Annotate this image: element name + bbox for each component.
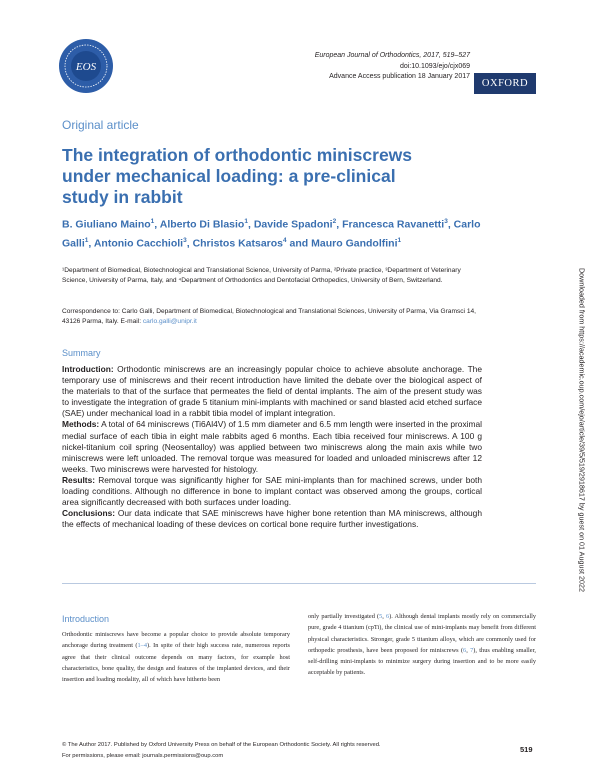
author-name: Davide Spadoni	[253, 218, 333, 231]
author-separator: ,	[336, 218, 343, 231]
author-separator: and	[286, 237, 312, 249]
journal-citation: European Journal of Orthodontics, 2017, 519–527	[314, 52, 470, 59]
summary-text: Removal torque was significantly higher for SAE mini-implants than for machined screws, under both loading conditions. Although no difference in bone to implant contact was observed among the groups, cortical area significantly decreased with both surfaces under loading.	[62, 474, 482, 508]
body-text: only partially investigated (	[308, 613, 380, 620]
citation-link[interactable]: 1–4	[137, 642, 147, 650]
author-name: B. Giuliano Maino	[62, 218, 151, 231]
body-text: ), thus enabling smaller, self-drilling mini-implants to minimize surgery during insertion and to be more easily acceptable by patients.	[308, 646, 537, 677]
correspondence-email[interactable]: carlo.galli@unipr.it	[142, 318, 197, 326]
article-type: Original article	[62, 118, 139, 132]
summary-heading: Summary	[62, 348, 101, 358]
summary-conclusions	[62, 508, 482, 530]
summary-label: Methods:	[62, 419, 100, 430]
logo-text: EOS	[75, 61, 97, 73]
citation-link[interactable]: 5	[379, 613, 383, 620]
author-list	[62, 214, 482, 251]
author-separator: ,	[154, 218, 160, 231]
author-affiliation-number: 1	[84, 236, 89, 244]
author-separator: ,	[186, 237, 193, 249]
author-name: Francesca Ravanetti	[342, 218, 445, 231]
summary-label: Introduction:	[62, 364, 114, 374]
body-text: Orthodontic miniscrews have become a popular choice to provide absolute temporary anchorage during treatment (	[62, 631, 290, 650]
author-affiliation-number: 1	[150, 218, 155, 225]
body-text: ). In spite of their high success rate, numerous reports agree that their clinical outcome depends on many factors, for example host characteristics, bone quality, the design and features of the implanted devices, and their insertion and loading modality, all of which have hitherto been	[62, 642, 291, 684]
author-name: Alberto Di Blasio	[159, 218, 245, 231]
introduction-column-1	[62, 629, 290, 685]
section-divider	[62, 583, 536, 584]
citation-link[interactable]: 7	[470, 646, 474, 654]
author-name: Mauro Gandolfini	[311, 237, 398, 249]
advance-access: Advance Access publication 18 January 2017	[329, 73, 470, 80]
author-affiliation-number: 3	[444, 218, 448, 225]
summary-methods	[62, 419, 482, 474]
footer	[62, 740, 482, 761]
download-text[interactable]: Downloaded from https://academic.oup.com/ejo/article/39/5/519/2918617 by guest on 01 August 2022	[577, 267, 587, 593]
introduction-heading: Introduction	[62, 614, 110, 624]
download-watermark	[574, 195, 590, 665]
summary-text: A total of 64 miniscrews (Ti6Al4V) of 1.5 mm diameter and 6.5 mm length were inserted in the proximal medial surface of each tibia in eight male rabbits aged 6 months. Each tibia received four miniscrews. A 100 g nickel-titanium coil spring (Neosentalloy) was applied between two miniscrews along the main axis while two miniscrews were left unloaded. The removal torque was measured for loaded and unloaded miniscrews after 12 weeks. Two miniscrews were harvested for histology.	[62, 419, 482, 474]
correspondence	[62, 307, 482, 328]
author-separator: ,	[247, 218, 254, 231]
author-affiliation-number: 1	[397, 236, 402, 244]
summary-label: Results:	[62, 474, 96, 485]
body-text: ,	[382, 613, 386, 620]
author-separator: ,	[447, 218, 454, 231]
doi[interactable]: doi:10.1093/ejo/cjx069	[399, 62, 470, 70]
author-name: Christos Katsaros	[192, 237, 284, 249]
oxford-logo: OXFORD	[474, 73, 536, 94]
summary-results	[62, 475, 482, 508]
summary-label: Conclusions:	[62, 508, 116, 519]
author-affiliation-number: 4	[283, 236, 287, 244]
journal-info	[315, 51, 470, 83]
author-affiliation-number: 2	[332, 218, 337, 225]
author-name: Antonio Cacchioli	[93, 237, 184, 249]
article-title: The integration of orthodontic miniscrews under mechanical loading: a pre-clinical study in rabbit	[62, 145, 413, 207]
affiliations: ¹Department of Biomedical, Biotechnological and Translational Science, University of Parma, ²Private practice, ³Department of Veterinary Science, University of Parma, Italy, and ⁴Department of Orthodontics and Dentofacial Orthopedics, University of Bern, Switzerland.	[62, 267, 461, 285]
copyright: © The Author 2017. Published by Oxford University Press on behalf of the European Orthodontic Society. All rights reserved.	[62, 742, 381, 748]
summary-text: Our data indicate that SAE miniscrews have higher bone retention than MA miniscrews, although the effects of mechanical loading of these devices on cortical bone require further investigations.	[62, 508, 482, 530]
body-text: ). Although dental implants mostly rely on commercially pure, grade 4 titanium (cpTi), the clinical use of mini-implants may benefit from different physical characteristics. Stronger, grade 5 titanium alloys, which are commonly used for orthopedic prosthesis, have been proposed for miniscrews (	[308, 613, 536, 654]
summary-text: Orthodontic miniscrews are an increasingly popular choice to achieve absolute anchorage. The temporary use of miniscrews and their recent introduction have limited the debate over the biological aspect of the materials to that of the surface that permeates the field of dental implants. The aim of the present study was to investigate the integration of grade 5 titanium mini-implants with machined or sand blasted acid etched surface (SAE) under mechanical load in a rabbit tibia model of implant integration.	[62, 364, 482, 419]
introduction-column-2	[308, 611, 536, 679]
body-text: ,	[466, 646, 471, 654]
author-affiliation-number: 1	[244, 218, 248, 225]
citation-link[interactable]: 6	[385, 613, 390, 620]
summary-introduction	[62, 364, 482, 419]
correspondence-text: Correspondence to: Carlo Galli, Department of Biomedical, Biotechnological and Translational Sciences, University of Parma, Via Gramsci 14, 43126 Parma, Italy. E-mail:	[62, 308, 477, 326]
permissions: For permissions, please email: journals.permissions@oup.com	[62, 752, 224, 759]
summary-abstract	[62, 364, 482, 530]
author-name: Carlo Galli	[62, 218, 481, 249]
author-affiliation-number: 3	[183, 236, 187, 244]
citation-link[interactable]: 6	[463, 646, 467, 654]
page-number: 519	[520, 745, 533, 754]
society-logo	[58, 38, 114, 94]
author-separator: ,	[88, 237, 94, 249]
